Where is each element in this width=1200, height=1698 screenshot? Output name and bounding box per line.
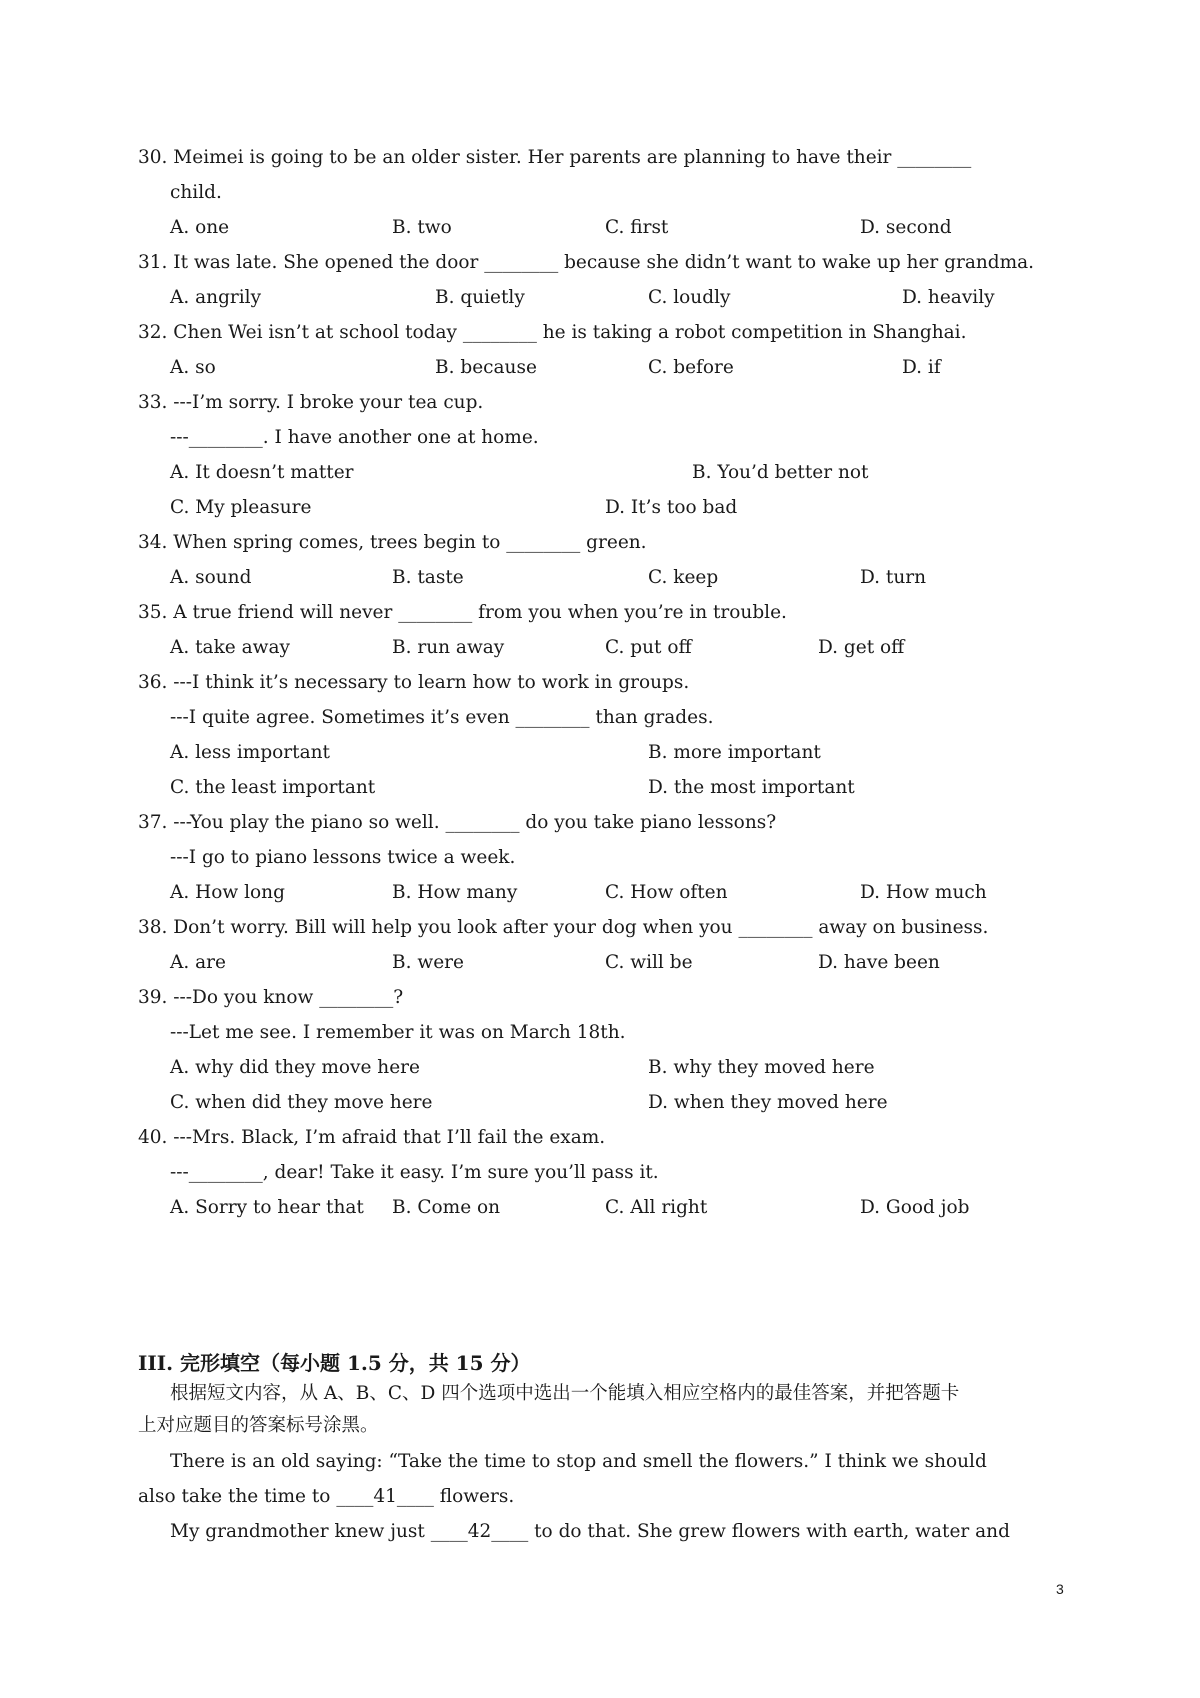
answer-option: B. You’d better not bbox=[692, 462, 869, 483]
answer-option: D. How much bbox=[860, 882, 987, 903]
answer-option: B. why they moved here bbox=[648, 1057, 875, 1078]
question-stem: 39. ---Do you know ________? bbox=[138, 987, 404, 1008]
answer-option: B. two bbox=[392, 217, 452, 238]
answer-option: B. were bbox=[392, 952, 464, 973]
answer-option: C. before bbox=[648, 357, 734, 378]
answer-option: A. angrily bbox=[170, 287, 262, 308]
answer-option: A. It doesn’t matter bbox=[170, 462, 354, 483]
answer-option: C. put off bbox=[605, 637, 692, 658]
answer-option: A. Sorry to hear that bbox=[170, 1197, 364, 1218]
answer-option: C. My pleasure bbox=[170, 497, 312, 518]
answer-option: C. How often bbox=[605, 882, 728, 903]
answer-option: B. Come on bbox=[392, 1197, 501, 1218]
answer-option: D. second bbox=[860, 217, 952, 238]
answer-option: A. so bbox=[170, 357, 216, 378]
answer-option: B. quietly bbox=[435, 287, 525, 308]
answer-option: C. loudly bbox=[648, 287, 731, 308]
answer-option: D. get off bbox=[818, 637, 905, 658]
answer-option: D. the most important bbox=[648, 777, 855, 798]
answer-option: B. more important bbox=[648, 742, 821, 763]
answer-option: A. are bbox=[170, 952, 226, 973]
answer-option: A. less important bbox=[170, 742, 330, 763]
answer-option: C. first bbox=[605, 217, 669, 238]
answer-option: C. All right bbox=[605, 1197, 708, 1218]
answer-option: A. one bbox=[170, 217, 230, 238]
answer-option: B. because bbox=[435, 357, 537, 378]
passage-line: There is an old saying: “Take the time to stop and smell the flowers.” I think we should bbox=[170, 1451, 987, 1472]
answer-option: C. the least important bbox=[170, 777, 376, 798]
section-title: III. 完形填空（每小题 1.5 分，共 15 分） bbox=[138, 1351, 531, 1375]
instruction-line: 根据短文内容，从 A、B、C、D 四个选项中选出一个能填入相应空格内的最佳答案，并把答题卡 bbox=[170, 1383, 960, 1404]
answer-option: C. will be bbox=[605, 952, 693, 973]
answer-option: B. run away bbox=[392, 637, 505, 658]
answer-option: C. keep bbox=[648, 567, 719, 588]
question-stem-continuation: ---________, dear! Take it easy. I’m sure you’ll pass it. bbox=[170, 1162, 659, 1183]
question-stem: 30. Meimei is going to be an older sister. Her parents are planning to have their ________ bbox=[138, 147, 972, 168]
answer-option: D. turn bbox=[860, 567, 927, 588]
passage-line: also take the time to ____41____ flowers. bbox=[138, 1486, 515, 1507]
answer-option: A. How long bbox=[170, 882, 285, 903]
question-stem: 38. Don’t worry. Bill will help you look after your dog when you ________ away on business. bbox=[138, 917, 989, 938]
instruction-line: 上对应题目的答案标号涂黑。 bbox=[138, 1415, 379, 1436]
question-stem: 34. When spring comes, trees begin to ________ green. bbox=[138, 532, 647, 553]
answer-option: D. It’s too bad bbox=[605, 497, 738, 518]
question-stem: 33. ---I’m sorry. I broke your tea cup. bbox=[138, 392, 484, 413]
answer-option: D. Good job bbox=[860, 1197, 970, 1218]
answer-option: B. How many bbox=[392, 882, 518, 903]
answer-option: D. if bbox=[902, 357, 941, 378]
answer-option: D. have been bbox=[818, 952, 940, 973]
answer-option: B. taste bbox=[392, 567, 464, 588]
question-stem-continuation: child. bbox=[170, 182, 222, 203]
question-stem-continuation: ---I quite agree. Sometimes it’s even ________ than grades. bbox=[170, 707, 714, 728]
answer-option: C. when did they move here bbox=[170, 1092, 433, 1113]
question-stem: 32. Chen Wei isn’t at school today ________ he is taking a robot competition in Shanghai. bbox=[138, 322, 967, 343]
answer-option: D. when they moved here bbox=[648, 1092, 888, 1113]
question-stem-continuation: ---I go to piano lessons twice a week. bbox=[170, 847, 516, 868]
question-stem-continuation: ---Let me see. I remember it was on March 18th. bbox=[170, 1022, 626, 1043]
answer-option: D. heavily bbox=[902, 287, 995, 308]
question-stem-continuation: ---________. I have another one at home. bbox=[170, 427, 539, 448]
question-stem: 37. ---You play the piano so well. ________ do you take piano lessons? bbox=[138, 812, 777, 833]
passage-line: My grandmother knew just ____42____ to do that. She grew flowers with earth, water and bbox=[170, 1521, 1010, 1542]
answer-option: A. sound bbox=[170, 567, 252, 588]
answer-option: A. why did they move here bbox=[170, 1057, 420, 1078]
question-stem: 35. A true friend will never ________ from you when you’re in trouble. bbox=[138, 602, 787, 623]
page-number: 3 bbox=[1056, 1581, 1064, 1597]
answer-option: A. take away bbox=[170, 637, 290, 658]
question-stem: 40. ---Mrs. Black, I’m afraid that I’ll fail the exam. bbox=[138, 1127, 606, 1148]
question-stem: 36. ---I think it’s necessary to learn how to work in groups. bbox=[138, 672, 690, 693]
question-stem: 31. It was late. She opened the door ________ because she didn’t want to wake up her grandma. bbox=[138, 252, 1035, 273]
